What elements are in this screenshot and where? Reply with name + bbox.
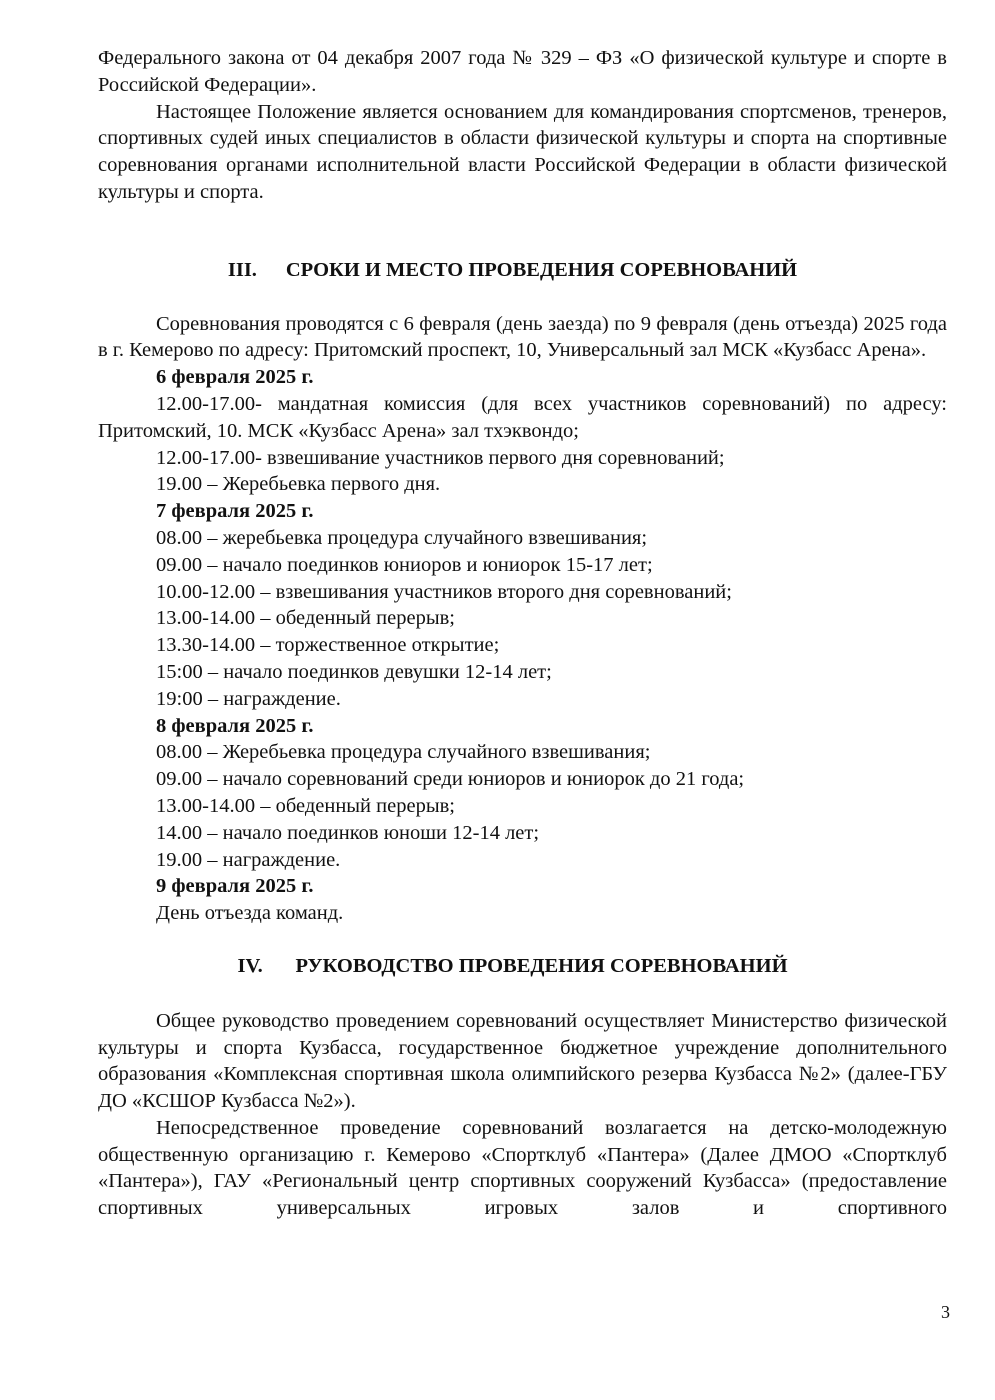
section-3-title: СРОКИ И МЕСТО ПРОВЕДЕНИЯ СОРЕВНОВАНИЙ: [285, 258, 798, 281]
day-3-item-4: 14.00 – начало поединков юноши 12-14 лет;: [156, 821, 540, 844]
page-number: 3: [941, 1302, 950, 1322]
day-3-item-3: 13.00-14.00 – обеденный перерыв;: [156, 794, 455, 817]
section-3-intro: Соревнования проводятся с 6 февраля (день заезда) по 9 февраля (день отъезда) 2025 года в г. Кемерово по адресу: Притомский проспект, 10, Универсальный зал МСК «Кузбасс Арена».: [98, 312, 947, 362]
day-2-item-4: 13.00-14.00 – обеденный перерыв;: [156, 607, 455, 630]
day-3-date: 8 февраля 2025 г.: [156, 714, 314, 737]
day-4-date: 9 февраля 2025 г.: [156, 875, 314, 898]
page-content: [98, 45, 947, 1222]
day-3-item-1: 08.00 – Жеребьевка процедура случайного взвешивания;: [156, 741, 651, 764]
section-4-paragraph-1: Общее руководство проведением соревнований осуществляет Министерство физической культуры и спорта Кузбасса, государственное бюджетное учреждение дополнительного образования «Комплексная спортивная школа олимпийского резерва Кузбасса №2» (далее-ГБУ ДО «КСШОР Кузбасса №2»).: [98, 1009, 947, 1113]
day-2-item-6: 15:00 – начало поединков девушки 12-14 лет;: [156, 660, 552, 683]
day-2-date: 7 февраля 2025 г.: [156, 500, 314, 523]
day-2-item-5: 13.30-14.00 – торжественное открытие;: [156, 634, 500, 657]
day-3-item-2: 09.00 – начало соревнований среди юниоров и юниорок до 21 года;: [156, 768, 745, 791]
day-2-item-3: 10.00-12.00 – взвешивания участников второго дня соревнований;: [156, 580, 732, 603]
section-4-title: РУКОВОДСТВО ПРОВЕДЕНИЯ СОРЕВНОВАНИЙ: [295, 954, 788, 977]
day-3-item-5: 19.00 – награждение.: [156, 848, 341, 871]
section-3-number: III.: [227, 258, 257, 281]
day-1-item-3: 19.00 – Жеребьевка первого дня.: [156, 473, 441, 496]
section-4-heading: [98, 953, 947, 980]
day-1-item-1: 12.00-17.00- мандатная комиссия (для всех участников соревнований) по адресу: Притомский, 10. МСК «Кузбасс Арена» зал тхэквондо;: [98, 392, 947, 442]
day-2-item-1: 08.00 – жеребьевка процедура случайного взвешивания;: [156, 526, 648, 549]
section-3-heading: [98, 257, 947, 284]
day-2-item-7: 19:00 – награждение.: [156, 687, 341, 710]
section-4-paragraph-2: Непосредственное проведение соревнований возлагается на детско-молодежную общественную организацию г. Кемерово «Спортклуб «Пантера» (Далее ДМОО «Спортклуб «Пантера»), ГАУ «Региональный центр спортивных сооружений Кузбасса» (предоставление спортивных универсальных игровых залов и спортивного: [98, 1116, 947, 1220]
day-4-item-1: День отъезда команд.: [156, 902, 344, 925]
section-4-number: IV.: [237, 954, 263, 977]
day-2-item-2: 09.00 – начало поединков юниоров и юниорок 15-17 лет;: [156, 553, 653, 576]
day-1-date: 6 февраля 2025 г.: [156, 366, 314, 389]
day-1-item-2: 12.00-17.00- взвешивание участников первого дня соревнований;: [156, 446, 725, 469]
intro-paragraph-1: Федерального закона от 04 декабря 2007 года № 329 – ФЗ «О физической культуре и спорте в Российской Федерации».: [98, 47, 947, 96]
intro-paragraph-2: Настоящее Положение является основанием для командирования спортсменов, тренеров, спортивных судей иных специалистов в области физической культуры и спорта на спортивные соревнования органами исполнительной власти Российской Федерации в области физической культуры и спорта.: [98, 100, 947, 203]
